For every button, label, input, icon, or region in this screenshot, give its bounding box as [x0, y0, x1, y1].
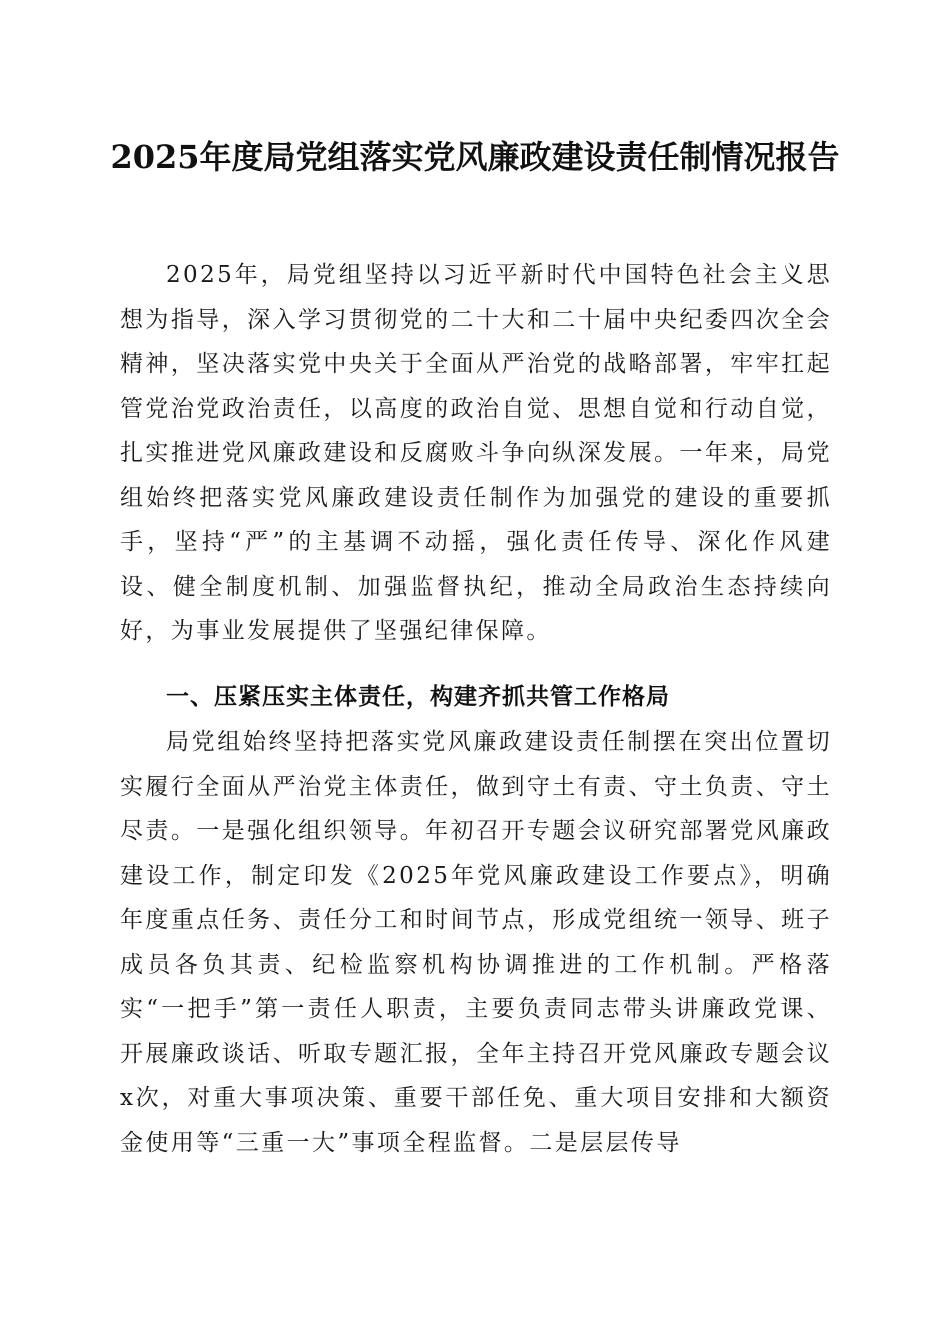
document-title: 2025年度局党组落实党风廉政建设责任制情况报告 [110, 138, 840, 176]
section-heading: 一、压紧压实主体责任，构建齐抓共管工作格局 [166, 684, 670, 710]
intro-paragraph: 2025年，局党组坚持以习近平新时代中国特色社会主义思想为指导，深入学习贯彻党的二十大和二十届中央纪委四次全会精神，坚决落实党中央关于全面从严治党的战略部署，牢牢扛起管党治党政治责任，以高度的政治自觉、思想自觉和行动自觉，扎实推进党风廉政建设和反腐败斗争向纵深发展。一年来，局党组始终把落实党风廉政建设责任制作为加强党的建设的重要抓手，坚持“严”的主基调不动摇，强化责任传导、深化作风建设、健全制度机制、加强监督执纪，推动全局政治生态持续向好，为事业发展提供了坚强纪律保障。 [120, 262, 832, 644]
section-paragraph: 局党组始终坚持把落实党风廉政建设责任制摆在突出位置切实履行全面从严治党主体责任，做到守土有责、守土负责、守土尽责。一是强化组织领导。年初召开专题会议研究部署党风廉政建设工作，制定印发《2025年党风廉政建设工作要点》，明确年度重点任务、责任分工和时间节点，形成党组统一领导、班子成员各负其责、纪检监察机构协调推进的工作机制。严格落实“一把手”第一责任人职责，主要负责同志带头讲廉政党课、开展廉政谈话、听取专题汇报，全年主持召开党风廉政专题会议x次，对重大事项决策、重要干部任免、重大项目安排和大额资金使用等“三重一大”事项全程监督。二是层层传导 [120, 729, 832, 1156]
